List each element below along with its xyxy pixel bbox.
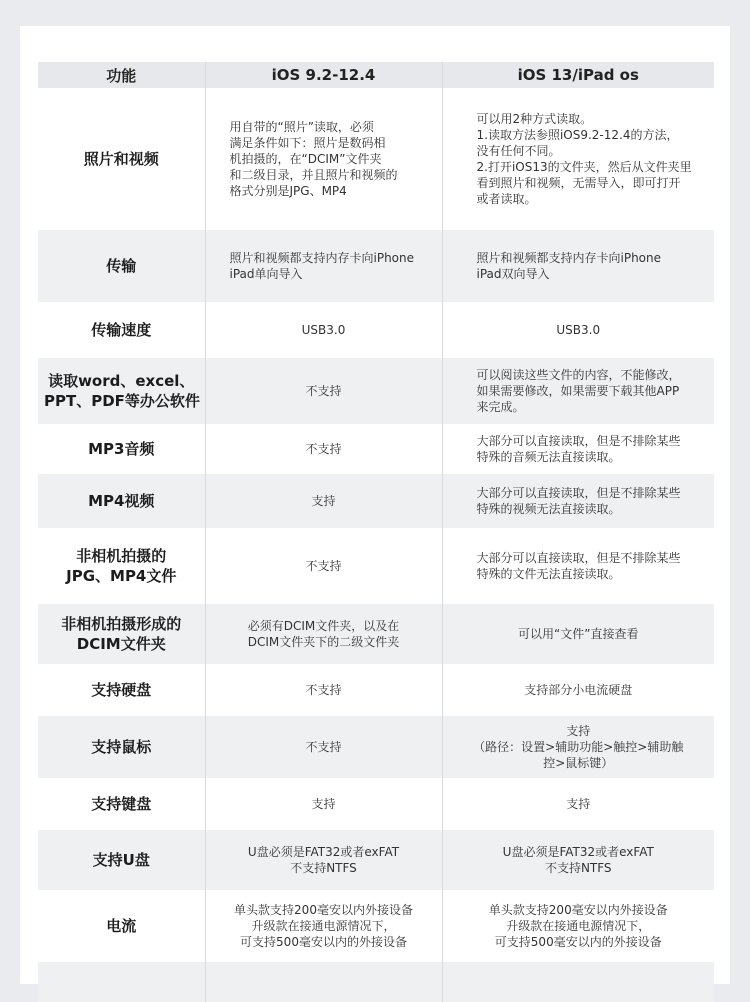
feature-cell: [38, 424, 205, 474]
ios-new-cell-line: 如果需要修改，如果需要下载其他APP: [476, 384, 680, 398]
ios-old-cell: [205, 358, 442, 424]
feature-cell-line: 非相机拍摄形成的: [61, 615, 182, 633]
ios-new-cell-line: 看到照片和视频，无需导入，即可打开: [476, 176, 681, 190]
ios-new-cell-line: 照片和视频都支持内存卡向iPhone: [476, 251, 662, 265]
feature-cell-line: 传输速度: [91, 321, 152, 339]
ios-new-cell-line: 升级款在接通电源情况下，: [506, 919, 651, 933]
ios-old-cell-line: 不支持: [305, 683, 342, 697]
table-row: [38, 230, 714, 302]
ios-new-cell-line: 没有任何不同。: [476, 144, 561, 158]
comparison-table: [38, 62, 714, 1002]
ios-new-cell: [442, 890, 714, 962]
table-header-row: [38, 62, 714, 88]
ios-new-cell: [442, 664, 714, 716]
feature-cell: [38, 962, 205, 1002]
ios-old-cell-line: USB3.0: [301, 323, 346, 337]
feature-cell-line: JPG、MP4文件: [66, 567, 177, 585]
ios-old-cell: [205, 528, 442, 604]
ios-old-cell: [205, 604, 442, 664]
table-row: [38, 778, 714, 830]
ios-old-cell: [205, 664, 442, 716]
ios-new-cell-line: 可以用2种方式读取。: [476, 112, 593, 126]
feature-cell-line: 支持硬盘: [91, 681, 152, 699]
feature-cell: [38, 604, 205, 664]
ios-new-cell-line: 大部分可以直接读取，但是不排除某些: [476, 434, 681, 448]
feature-cell: [38, 716, 205, 778]
ios-new-cell-line: 支持部分小电流硬盘: [524, 683, 633, 697]
ios-old-cell-line: 必须有DCIM文件夹，以及在: [247, 619, 400, 633]
feature-cell-line: 支持鼠标: [91, 738, 152, 756]
ios-new-cell: [442, 230, 714, 302]
ios-new-cell-line: 特殊的音频无法直接读取。: [476, 450, 621, 464]
feature-cell: [38, 474, 205, 528]
ios-old-cell-line: 升级款在接通电源情况下，: [251, 919, 396, 933]
ios-new-cell-line: 特殊的视频无法直接读取。: [476, 502, 621, 516]
feature-cell-line: 电流: [106, 917, 137, 935]
ios-old-cell: [205, 778, 442, 830]
table-row: [38, 474, 714, 528]
ios-old-cell-line: iPad单向导入: [229, 267, 303, 281]
feature-cell: [38, 664, 205, 716]
ios-new-cell-line: 可以阅读这些文件的内容，不能修改，: [476, 368, 681, 382]
ios-old-cell-line: 支持: [311, 494, 336, 508]
ios-old-cell-line: 不支持: [305, 740, 342, 754]
ios-new-cell-line: USB3.0: [556, 323, 601, 337]
ios-new-cell: [442, 358, 714, 424]
ios-new-cell-line: 支持: [566, 797, 591, 811]
table-row: [38, 890, 714, 962]
ios-new-cell: [442, 302, 714, 358]
ios-old-cell: [205, 424, 442, 474]
header-ios-old: iOS 9.2-12.4: [205, 62, 442, 88]
ios-old-cell: [205, 962, 442, 1002]
feature-cell: [38, 358, 205, 424]
ios-new-cell-line: iPad双向导入: [476, 267, 550, 281]
ios-new-cell: [442, 424, 714, 474]
feature-cell-line: 支持键盘: [91, 795, 152, 813]
ios-old-cell: [205, 88, 442, 230]
ios-old-cell: [205, 230, 442, 302]
feature-cell-line: DCIM文件夹: [76, 635, 166, 653]
feature-cell-line: MP4视频: [88, 492, 155, 510]
table-row: [38, 358, 714, 424]
table-row: [38, 830, 714, 890]
feature-cell: [38, 302, 205, 358]
ios-old-cell-line: 格式分别是JPG、MP4: [229, 184, 347, 198]
table-row: [38, 962, 714, 1002]
feature-cell-line: 非相机拍摄的: [76, 547, 167, 565]
feature-cell-line: 传输: [106, 257, 137, 275]
ios-new-cell: [442, 88, 714, 230]
ios-old-cell-line: 照片和视频都支持内存卡向iPhone: [229, 251, 415, 265]
ios-new-cell-line: U盘必须是FAT32或者exFAT: [502, 845, 654, 859]
ios-new-cell-line: （路径：设置>辅助功能>触控>辅助触: [473, 740, 684, 754]
ios-new-cell-line: 或者读取。: [476, 192, 537, 206]
table-row: [38, 664, 714, 716]
ios-old-cell-line: U盘必须是FAT32或者exFAT: [247, 845, 400, 859]
ios-new-cell: [442, 962, 714, 1002]
ios-new-cell: [442, 604, 714, 664]
ios-old-cell-line: 用自带的“照片”读取，必须: [229, 120, 374, 134]
header-feature: 功能: [38, 62, 205, 88]
ios-new-cell-line: 不支持NTFS: [544, 861, 612, 875]
feature-cell: [38, 830, 205, 890]
table-row: [38, 604, 714, 664]
ios-new-cell-line: 可以用“文件”直接查看: [518, 627, 639, 641]
table-row: [38, 302, 714, 358]
table-row: [38, 424, 714, 474]
table-row: [38, 88, 714, 230]
ios-old-cell-line: 单头款支持200毫安以内外接设备: [234, 903, 413, 917]
ios-old-cell: [205, 302, 442, 358]
ios-new-cell-line: 控>鼠标键）: [543, 756, 614, 770]
ios-old-cell-line: 不支持: [305, 442, 342, 456]
comparison-card: [20, 26, 730, 984]
feature-cell-line: 支持U盘: [92, 851, 150, 869]
ios-new-cell-line: 1.读取方法参照iOS9.2-12.4的方法，: [476, 128, 679, 142]
ios-new-cell: [442, 830, 714, 890]
ios-old-cell-line: DCIM文件夹下的二级文件夹: [247, 635, 400, 649]
feature-cell: [38, 528, 205, 604]
ios-new-cell-line: 大部分可以直接读取，但是不排除某些: [476, 551, 681, 565]
ios-old-cell-line: 可支持500毫安以内的外接设备: [240, 935, 407, 949]
feature-cell: [38, 778, 205, 830]
ios-old-cell: [205, 474, 442, 528]
feature-cell-line: 照片和视频: [83, 150, 159, 168]
ios-new-cell: [442, 716, 714, 778]
ios-old-cell: [205, 830, 442, 890]
header-ios-new: iOS 13/iPad os: [442, 62, 714, 88]
ios-new-cell: [442, 474, 714, 528]
feature-cell: [38, 88, 205, 230]
ios-new-cell-line: 来完成。: [476, 400, 525, 414]
ios-new-cell-line: 大部分可以直接读取，但是不排除某些: [476, 486, 681, 500]
table-body: [38, 88, 714, 1002]
feature-cell-line: 读取word、excel、: [48, 372, 195, 390]
ios-new-cell-line: 支持: [566, 724, 591, 738]
ios-new-cell-line: 特殊的文件无法直接读取。: [476, 567, 621, 581]
ios-new-cell: [442, 778, 714, 830]
ios-old-cell-line: 支持: [311, 797, 336, 811]
ios-new-cell-line: 2.打开iOS13的文件夹，然后从文件夹里: [476, 160, 692, 174]
feature-cell-line: MP3音频: [88, 440, 155, 458]
ios-new-cell-line: 单头款支持200毫安以内外接设备: [488, 903, 668, 917]
ios-old-cell: [205, 716, 442, 778]
ios-old-cell-line: 满足条件如下：照片是数码相: [229, 136, 386, 150]
ios-old-cell-line: 不支持NTFS: [290, 861, 357, 875]
ios-old-cell-line: 不支持: [305, 559, 342, 573]
ios-old-cell-line: 机拍摄的，在“DCIM”文件夹: [229, 152, 382, 166]
table-row: [38, 528, 714, 604]
ios-new-cell: [442, 528, 714, 604]
feature-cell-line: PPT、PDF等办公软件: [44, 392, 200, 410]
feature-cell: [38, 230, 205, 302]
table-row: [38, 716, 714, 778]
feature-cell: [38, 890, 205, 962]
ios-old-cell-line: 不支持: [305, 384, 342, 398]
ios-old-cell: [205, 890, 442, 962]
ios-old-cell-line: 和二级目录，并且照片和视频的: [229, 168, 398, 182]
ios-new-cell-line: 可支持500毫安以内的外接设备: [494, 935, 662, 949]
